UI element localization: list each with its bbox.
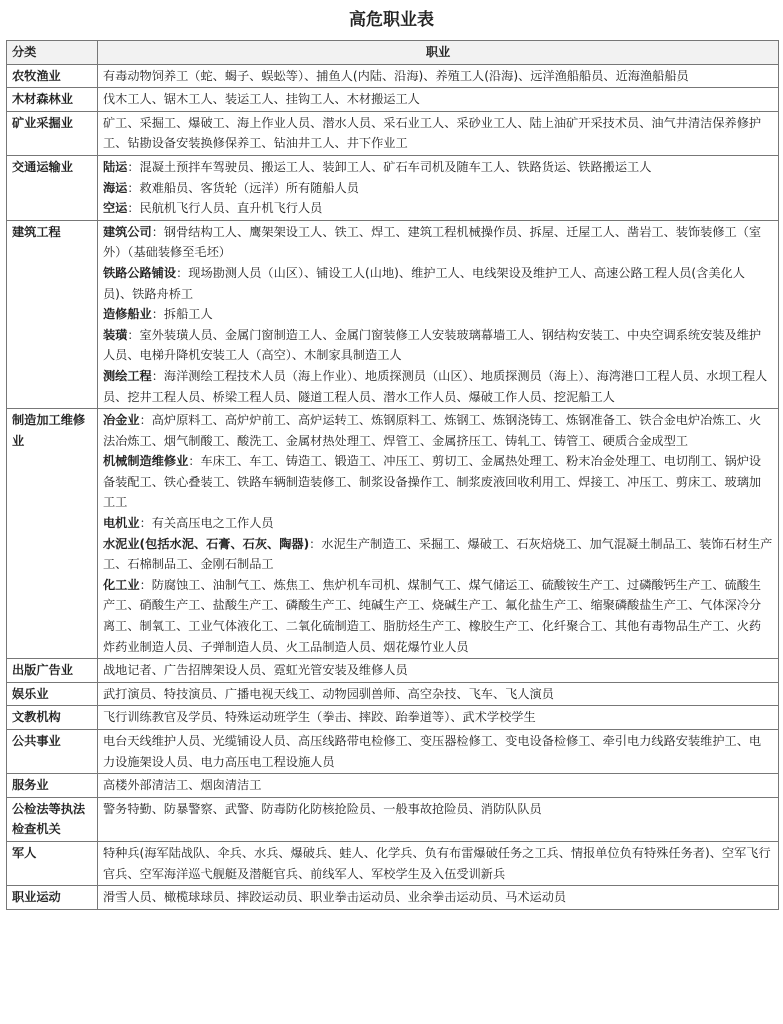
table-row (7, 88, 779, 112)
subcategory-text: ：有关高压电之工作人员 (139, 516, 274, 531)
jobs-cell (98, 220, 779, 408)
subcategory-line (103, 451, 773, 513)
subcategory-text: ：民航机飞行人员、直升机飞行人员 (127, 201, 323, 216)
subcategory-label: 海运 (103, 180, 128, 195)
table-row (7, 841, 779, 885)
table-row (7, 682, 779, 706)
header-jobs: 职业 (98, 41, 779, 65)
subcategory-label: 铁路公路铺设 (103, 265, 177, 280)
table-row (7, 886, 779, 910)
subcategory-line (103, 325, 773, 366)
subcategory-label: 冶金业 (103, 413, 140, 428)
subcategory-line (103, 304, 773, 325)
category-cell: 军人 (7, 841, 98, 885)
table-row (7, 220, 779, 408)
jobs-cell (98, 155, 779, 220)
table-row (7, 659, 779, 683)
table-row (7, 111, 779, 155)
subcategory-text: ：现场勘测人员（山区）、铺设工人(山地)、维护工人、电线架设及维护工人、高速公路工程人员(含美化人员)、铁路舟桥工 (103, 265, 745, 301)
subcategory-label: 空运 (103, 201, 128, 216)
subcategory-line (103, 157, 773, 178)
subcategory-label: 电机业 (103, 516, 140, 531)
subcategory-text: ：高炉原料工、高炉炉前工、高炉运转工、炼钢原料工、炼钢工、炼钢浇铸工、炼钢准备工、铁合金电炉冶炼工、火法冶炼工、烟气制酸工、酸洗工、金属材热处理工、焊管工、金属挤压工、铸轧工、铸管工、硬质合金成型工 (103, 413, 762, 448)
category-cell: 公共事业 (7, 730, 98, 774)
header-category: 分类 (7, 41, 98, 65)
jobs-cell: 警务特勤、防暴警察、武警、防毒防化防核抢险员、一般事故抢险员、消防队队员 (98, 797, 779, 841)
jobs-cell: 战地记者、广告招牌架设人员、霓虹光管安装及维修人员 (98, 659, 779, 683)
subcategory-line (103, 178, 773, 199)
jobs-cell: 矿工、采掘工、爆破工、海上作业人员、潜水人员、采石业工人、采砂业工人、陆上油矿开采技术员、油气井清洁保养修护工、钻勘设备安装换修保养工、钻油井工人、井下作业工 (98, 111, 779, 155)
subcategory-line (103, 222, 773, 263)
subcategory-text: ：混凝土预拌车驾驶员、搬运工人、装卸工人、矿石车司机及随车工人、铁路货运、铁路搬运工人 (127, 159, 652, 174)
subcategory-label: 建筑公司 (103, 224, 152, 239)
subcategory-label: 陆运 (103, 159, 128, 174)
table-row (7, 774, 779, 798)
subcategory-label: 测绘工程 (103, 368, 152, 383)
category-cell: 公检法等执法检查机关 (7, 797, 98, 841)
subcategory-label: 装璜 (103, 327, 128, 342)
subcategory-text: ：防腐蚀工、油制气工、炼焦工、焦炉机车司机、煤制气工、煤气储运工、硫酸铵生产工、过磷酸钙生产工、硫酸生产工、硝酸生产工、盐酸生产工、磷酸生产工、纯碱生产工、烧碱生产工、氟化盐生产工、缩聚磷酸盐生产工、气体深冷分离工、制氧工、工业气体液化工、二氧化硫制造工、脂肪烃生产工、橡胶生产工、化纤聚合工、其他有毒物品生产工、火药炸药业制造人员、子弹制造人员、火工品制造人员、烟花爆竹业人员 (103, 577, 762, 654)
category-cell: 矿业采掘业 (7, 111, 98, 155)
category-cell: 出版广告业 (7, 659, 98, 683)
subcategory-line (103, 575, 773, 657)
table-row (7, 64, 779, 88)
jobs-cell: 武打演员、特技演员、广播电视天线工、动物园驯兽师、高空杂技、飞车、飞人演员 (98, 682, 779, 706)
jobs-cell: 高楼外部清洁工、烟囱清洁工 (98, 774, 779, 798)
category-cell: 交通运输业 (7, 155, 98, 220)
subcategory-text: ：室外装璜人员、金属门窗制造工人、金属门窗装修工人安装玻璃幕墙工人、钢结构安装工、中央空调系统安装及维护人员、电梯升降机安装工人（高空）、木制家具制造工人 (103, 327, 762, 363)
subcategory-text: ：拆船工人 (151, 307, 213, 322)
subcategory-line (103, 534, 773, 575)
category-cell: 农牧渔业 (7, 64, 98, 88)
table-row (7, 409, 779, 659)
category-cell: 木材森林业 (7, 88, 98, 112)
subcategory-line (103, 366, 773, 407)
jobs-cell: 伐木工人、锯木工人、装运工人、挂钩工人、木材搬运工人 (98, 88, 779, 112)
category-cell: 文教机构 (7, 706, 98, 730)
subcategory-label: 化工业 (103, 577, 140, 592)
category-cell: 建筑工程 (7, 220, 98, 408)
subcategory-text: ：救难船员、客货轮（远洋）所有随船人员 (127, 180, 359, 195)
jobs-cell: 滑雪人员、橄榄球球员、摔跤运动员、职业拳击运动员、业余拳击运动员、马术运动员 (98, 886, 779, 910)
jobs-cell (98, 409, 779, 659)
jobs-cell: 有毒动物饲养工（蛇、蝎子、蜈蚣等）、捕鱼人(内陆、沿海)、养殖工人(沿海)、远洋渔船船员、近海渔船船员 (98, 64, 779, 88)
subcategory-label: 造修船业 (103, 307, 152, 322)
subcategory-text: ：水泥生产制造工、采掘工、爆破工、石灰焙烧工、加气混凝土制品工、装饰石材生产工、石棉制品工、金刚石制品工 (103, 536, 773, 572)
category-cell: 职业运动 (7, 886, 98, 910)
subcategory-line (103, 410, 773, 451)
subcategory-text: ：钢骨结构工人、鹰架架设工人、铁工、焊工、建筑工程机械操作员、拆屋、迁屋工人、凿岩工、装饰装修工（室外）（基础装修至毛坯） (103, 224, 762, 260)
subcategory-line (103, 263, 773, 304)
table-row (7, 155, 779, 220)
table-row (7, 797, 779, 841)
jobs-cell: 特种兵(海军陆战队、伞兵、水兵、爆破兵、蛙人、化学兵、负有布雷爆破任务之工兵、情报单位负有特殊任务者)、空军飞行官兵、空军海洋巡弋舰艇及潜艇官兵、前线军人、军校学生及入伍受训新兵 (98, 841, 779, 885)
subcategory-line (103, 513, 773, 534)
subcategory-text: ：海洋测绘工程技术人员（海上作业）、地质探测员（山区）、地质探测员（海上）、海湾港口工程人员、水坝工程人员、挖井工程人员、桥梁工程人员、隧道工程人员、潜水工作人员、爆破工作人员、挖泥船工人 (103, 368, 768, 404)
table-row (7, 730, 779, 774)
category-cell: 服务业 (7, 774, 98, 798)
jobs-cell: 电台天线维护人员、光缆铺设人员、高压线路带电检修工、变压器检修工、变电设备检修工、牵引电力线路安装维护工、电力设施架设人员、电力高压电工程设施人员 (98, 730, 779, 774)
subcategory-line (103, 198, 773, 219)
jobs-cell: 飞行训练教官及学员、特殊运动班学生（拳击、摔跤、跆拳道等）、武术学校学生 (98, 706, 779, 730)
subcategory-label: 机械制造维修业 (103, 454, 189, 469)
table-row (7, 706, 779, 730)
high-risk-occupation-table (6, 40, 779, 910)
subcategory-text: ：车床工、车工、铸造工、锻造工、冲压工、剪切工、金属热处理工、粉末冶金处理工、电切削工、锅炉设备装配工、铁心叠装工、铁路车辆制造装修工、制浆设备操作工、制浆废液回收利用工、焊接工、冲压工、剪床工、玻璃加工工 (103, 454, 762, 510)
subcategory-label: 水泥业(包括水泥、石膏、石灰、陶器) (103, 536, 310, 551)
page-title: 高危职业表 (349, 10, 434, 30)
table-header-row (7, 41, 779, 65)
category-cell: 制造加工维修业 (7, 409, 98, 659)
category-cell: 娱乐业 (7, 682, 98, 706)
